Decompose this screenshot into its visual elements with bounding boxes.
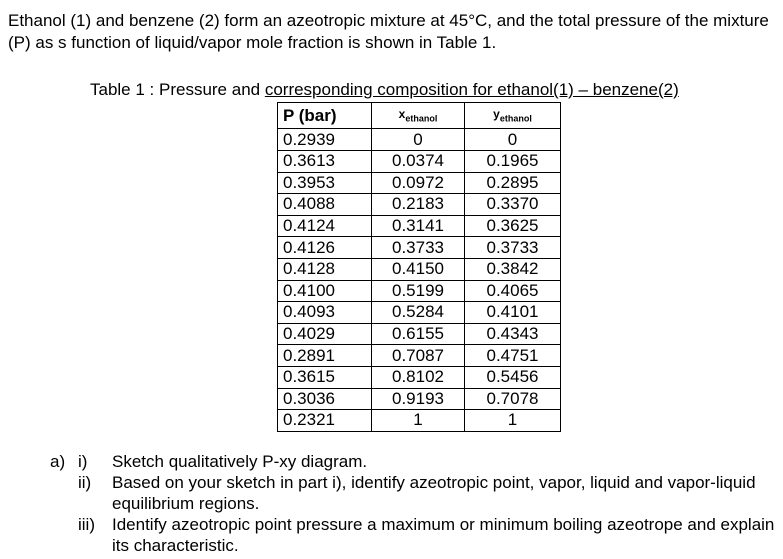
cell-pressure: 0.4124 <box>278 215 372 237</box>
table-caption <box>90 79 780 101</box>
cell-y: 0.5456 <box>465 366 561 388</box>
cell-y: 0.2895 <box>465 172 561 194</box>
table-row <box>278 410 561 432</box>
table-row <box>278 237 561 259</box>
cell-y: 0.3733 <box>465 237 561 259</box>
cell-pressure: 0.4029 <box>278 323 372 345</box>
table-caption-underlined: corresponding composition for ethanol(1) – benzene(2) <box>264 80 679 99</box>
table-row <box>278 388 561 410</box>
cell-y: 0.4101 <box>465 302 561 324</box>
cell-x: 0.0374 <box>372 150 465 172</box>
cell-x: 0.9193 <box>372 388 465 410</box>
question-label <box>50 472 112 514</box>
cell-y: 0.3625 <box>465 215 561 237</box>
question-list <box>50 451 780 556</box>
part-label: a) <box>50 452 66 471</box>
header-pressure: P (bar) <box>278 103 372 129</box>
cell-x: 1 <box>372 410 465 432</box>
question-item <box>50 451 780 472</box>
table-row <box>278 323 561 345</box>
table-row <box>278 194 561 216</box>
cell-pressure: 0.3036 <box>278 388 372 410</box>
cell-x: 0.0972 <box>372 172 465 194</box>
cell-x: 0 <box>372 129 465 151</box>
header-x-ethanol: $x_{ethanol}$ <box>372 103 465 129</box>
cell-pressure: 0.4088 <box>278 194 372 216</box>
question-label <box>50 514 112 556</box>
cell-pressure: 0.3615 <box>278 366 372 388</box>
cell-x: 0.5284 <box>372 302 465 324</box>
question-item <box>50 514 780 556</box>
cell-y: 0.7078 <box>465 388 561 410</box>
table-row <box>278 280 561 302</box>
cell-pressure: 0.4128 <box>278 258 372 280</box>
table-caption-prefix: Table 1 : Pressure and <box>90 80 265 99</box>
cell-pressure: 0.3953 <box>278 172 372 194</box>
cell-y: 0 <box>465 129 561 151</box>
cell-y: 0.4343 <box>465 323 561 345</box>
cell-pressure: 0.4100 <box>278 280 372 302</box>
cell-x: 0.4150 <box>372 258 465 280</box>
item-number: iii) <box>78 515 95 534</box>
cell-x: 0.5199 <box>372 280 465 302</box>
cell-x: 0.7087 <box>372 345 465 367</box>
cell-x: 0.3141 <box>372 215 465 237</box>
cell-pressure: 0.4126 <box>278 237 372 259</box>
cell-x: 0.6155 <box>372 323 465 345</box>
cell-y: 0.4065 <box>465 280 561 302</box>
table-row <box>278 366 561 388</box>
question-text: Based on your sketch in part i), identify azeotropic point, vapor, liquid and vapor-liquid equilibrium regions. <box>112 473 756 513</box>
cell-y: 0.3842 <box>465 258 561 280</box>
item-number: i) <box>78 452 88 471</box>
table-row <box>278 150 561 172</box>
cell-y: 0.1965 <box>465 150 561 172</box>
question-text: Identify azeotropic point pressure a maximum or minimum boiling azeotrope and explain its characteristic. <box>112 515 775 555</box>
cell-pressure: 0.3613 <box>278 150 372 172</box>
question-item <box>50 472 780 514</box>
question-label <box>50 451 112 472</box>
question-text: Sketch qualitatively P-xy diagram. <box>112 452 368 471</box>
cell-pressure: 0.2891 <box>278 345 372 367</box>
cell-y: 1 <box>465 410 561 432</box>
cell-pressure: 0.2321 <box>278 410 372 432</box>
table-row <box>278 215 561 237</box>
cell-pressure: 0.2939 <box>278 129 372 151</box>
cell-y: 0.3370 <box>465 194 561 216</box>
table-body <box>278 129 561 431</box>
table-header-row <box>278 103 561 129</box>
table-row <box>278 302 561 324</box>
cell-y: 0.4751 <box>465 345 561 367</box>
table-row <box>278 345 561 367</box>
problem-intro: Ethanol (1) and benzene (2) form an azeotropic mixture at 45°C, and the total pressure of the mixture (P) as s function of liquid/vapor mole fraction is shown in Table 1. <box>8 11 769 52</box>
table-row <box>278 129 561 151</box>
cell-pressure: 0.4093 <box>278 302 372 324</box>
table-row <box>278 258 561 280</box>
cell-x: 0.2183 <box>372 194 465 216</box>
cell-x: 0.8102 <box>372 366 465 388</box>
header-y-ethanol: $y_{ethanol}$ <box>465 103 561 129</box>
pressure-composition-table <box>277 102 561 432</box>
item-number: ii) <box>78 473 92 492</box>
table-row <box>278 172 561 194</box>
cell-x: 0.3733 <box>372 237 465 259</box>
